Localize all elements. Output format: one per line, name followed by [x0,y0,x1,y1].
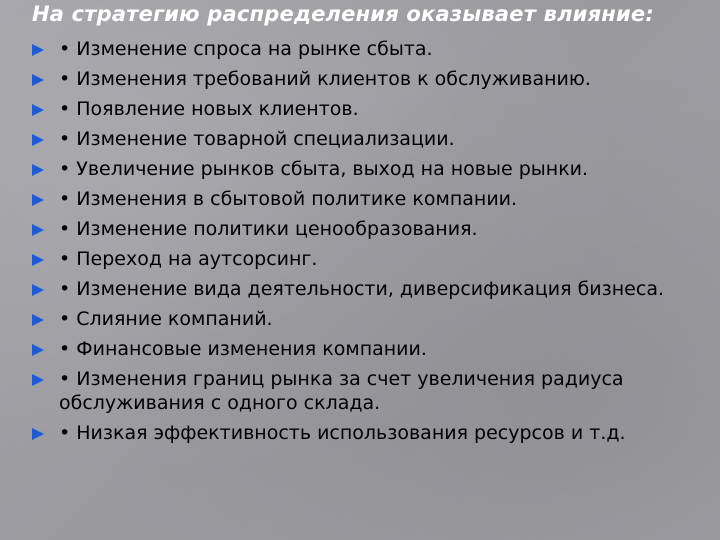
bullet-text: • Изменения в сбытовой политике компании. [59,188,518,210]
bullet-item [32,67,712,91]
slide-title: На стратегию распределения оказывает влияние: [32,2,654,26]
bullet-item [32,37,712,61]
bullet-item [32,97,712,121]
bullet-arrow-icon [32,104,44,116]
bullet-item [32,127,712,151]
bullet-text: • Увеличение рынков сбыта, выход на новые рынки. [59,158,589,180]
bullet-item [32,367,712,415]
bullet-item [32,247,712,271]
bullet-list [32,37,712,451]
bullet-arrow-icon [32,284,44,296]
bullet-text: • Изменение политики ценообразования. [59,218,478,240]
bullet-text: • Низкая эффективность использования ресурсов и т.д. [59,422,626,444]
bullet-text: • Изменения требований клиентов к обслуживанию. [59,68,591,90]
bullet-arrow-icon [32,134,44,146]
bullet-arrow-icon [32,428,44,440]
bullet-arrow-icon [32,74,44,86]
bullet-text: • Изменение спроса на рынке сбыта. [59,38,433,60]
bullet-arrow-icon [32,374,44,386]
bullet-arrow-icon [32,44,44,56]
bullet-item [32,307,712,331]
bullet-arrow-icon [32,164,44,176]
bullet-item [32,157,712,181]
bullet-text: • Появление новых клиентов. [59,98,359,120]
bullet-item [32,187,712,211]
bullet-arrow-icon [32,194,44,206]
bullet-text: • Изменение товарной специализации. [59,128,455,150]
bullet-item [32,421,712,445]
bullet-text: • Слияние компаний. [59,308,273,330]
bullet-text: • Финансовые изменения компании. [59,338,427,360]
bullet-arrow-icon [32,254,44,266]
bullet-arrow-icon [32,344,44,356]
bullet-item [32,217,712,241]
bullet-text: • Переход на аутсорсинг. [59,248,318,270]
bullet-text: • Изменения границ рынка за счет увеличения радиуса обслуживания с одного склада. [59,368,624,414]
bullet-arrow-icon [32,314,44,326]
bullet-text: • Изменение вида деятельности, диверсификация бизнеса. [59,278,665,300]
bullet-item [32,277,712,301]
bullet-arrow-icon [32,224,44,236]
bullet-item [32,337,712,361]
